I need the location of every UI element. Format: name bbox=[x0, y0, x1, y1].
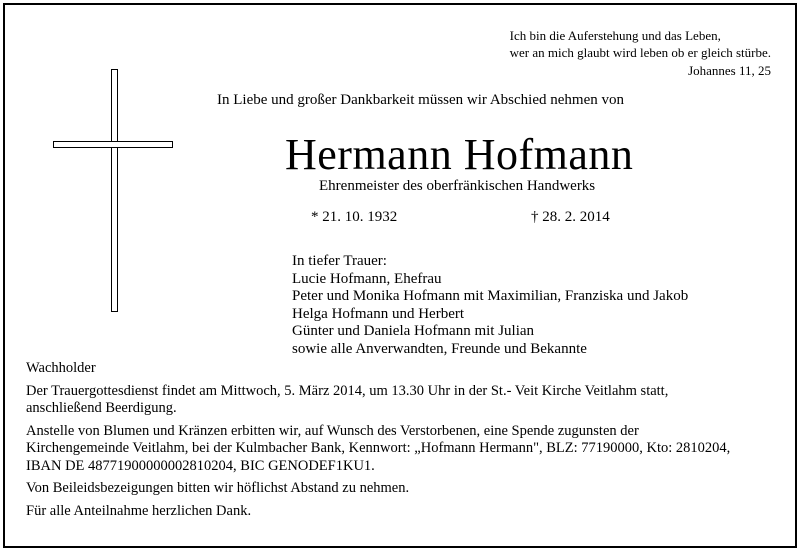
donation-line-3: IBAN DE 48771900000002810204, BIC GENODEF1KU1. bbox=[26, 457, 375, 474]
mourner-line: Helga Hofmann und Herbert bbox=[292, 305, 465, 322]
mourner-line: Lucie Hofmann, Ehefrau bbox=[292, 270, 442, 287]
service-line-2: anschließend Beerdigung. bbox=[26, 400, 177, 416]
cross-vertical-beam bbox=[111, 69, 118, 312]
mourner-line: In tiefer Trauer: bbox=[292, 253, 387, 269]
funeral-details bbox=[26, 360, 730, 525]
mourner-line: Peter und Monika Hofmann mit Maximilian, Franziska und Jakob bbox=[292, 288, 689, 304]
condolence-note: Von Beileidsbezeigungen bitten wir höflichst Abstand zu nehmen. bbox=[26, 480, 410, 496]
birth-date: * 21. 10. 1932 bbox=[311, 209, 398, 225]
place-name: Wachholder bbox=[26, 360, 96, 376]
deceased-honor: Ehrenmeister des oberfränkischen Handwerks bbox=[319, 178, 596, 194]
service-info bbox=[26, 383, 730, 418]
deceased-name: Hermann Hofmann bbox=[285, 130, 634, 179]
donation-line-1: Anstelle von Blumen und Kränzen erbitten wir, auf Wunsch des Verstorbenen, eine Spende zugunsten der bbox=[26, 422, 639, 439]
mourner-line: Günter und Daniela Hofmann mit Julian bbox=[292, 323, 535, 339]
donation-info bbox=[26, 423, 730, 476]
bible-verse bbox=[510, 27, 771, 61]
cross-joint bbox=[113, 143, 117, 147]
intro-text: In Liebe und großer Dankbarkeit müssen wir Abschied nehmen von bbox=[217, 92, 624, 108]
mourners-list bbox=[292, 253, 688, 358]
bible-verse-line-1: Ich bin die Auferstehung und das Leben, bbox=[509, 28, 721, 43]
bible-verse-reference: Johannes 11, 25 bbox=[688, 63, 771, 78]
thanks-text: Für alle Anteilnahme herzlichen Dank. bbox=[26, 502, 252, 519]
obituary-notice bbox=[3, 3, 797, 548]
mourner-line: sowie alle Anverwandten, Freunde und Bekannte bbox=[292, 340, 587, 357]
service-line-1: Der Trauergottesdienst findet am Mittwoch, 5. März 2014, um 13.30 Uhr in der St.- Veit Kirche Veitlahm statt, bbox=[26, 382, 669, 399]
death-date: † 28. 2. 2014 bbox=[531, 209, 610, 225]
bible-verse-line-2: wer an mich glaubt wird leben ob er gleich stürbe. bbox=[509, 45, 771, 60]
donation-line-2: Kirchengemeinde Veitlahm, bei der Kulmbacher Bank, Kennwort: „Hofmann Hermann", BLZ: 77190000, Kto: 2810204, bbox=[26, 440, 731, 456]
